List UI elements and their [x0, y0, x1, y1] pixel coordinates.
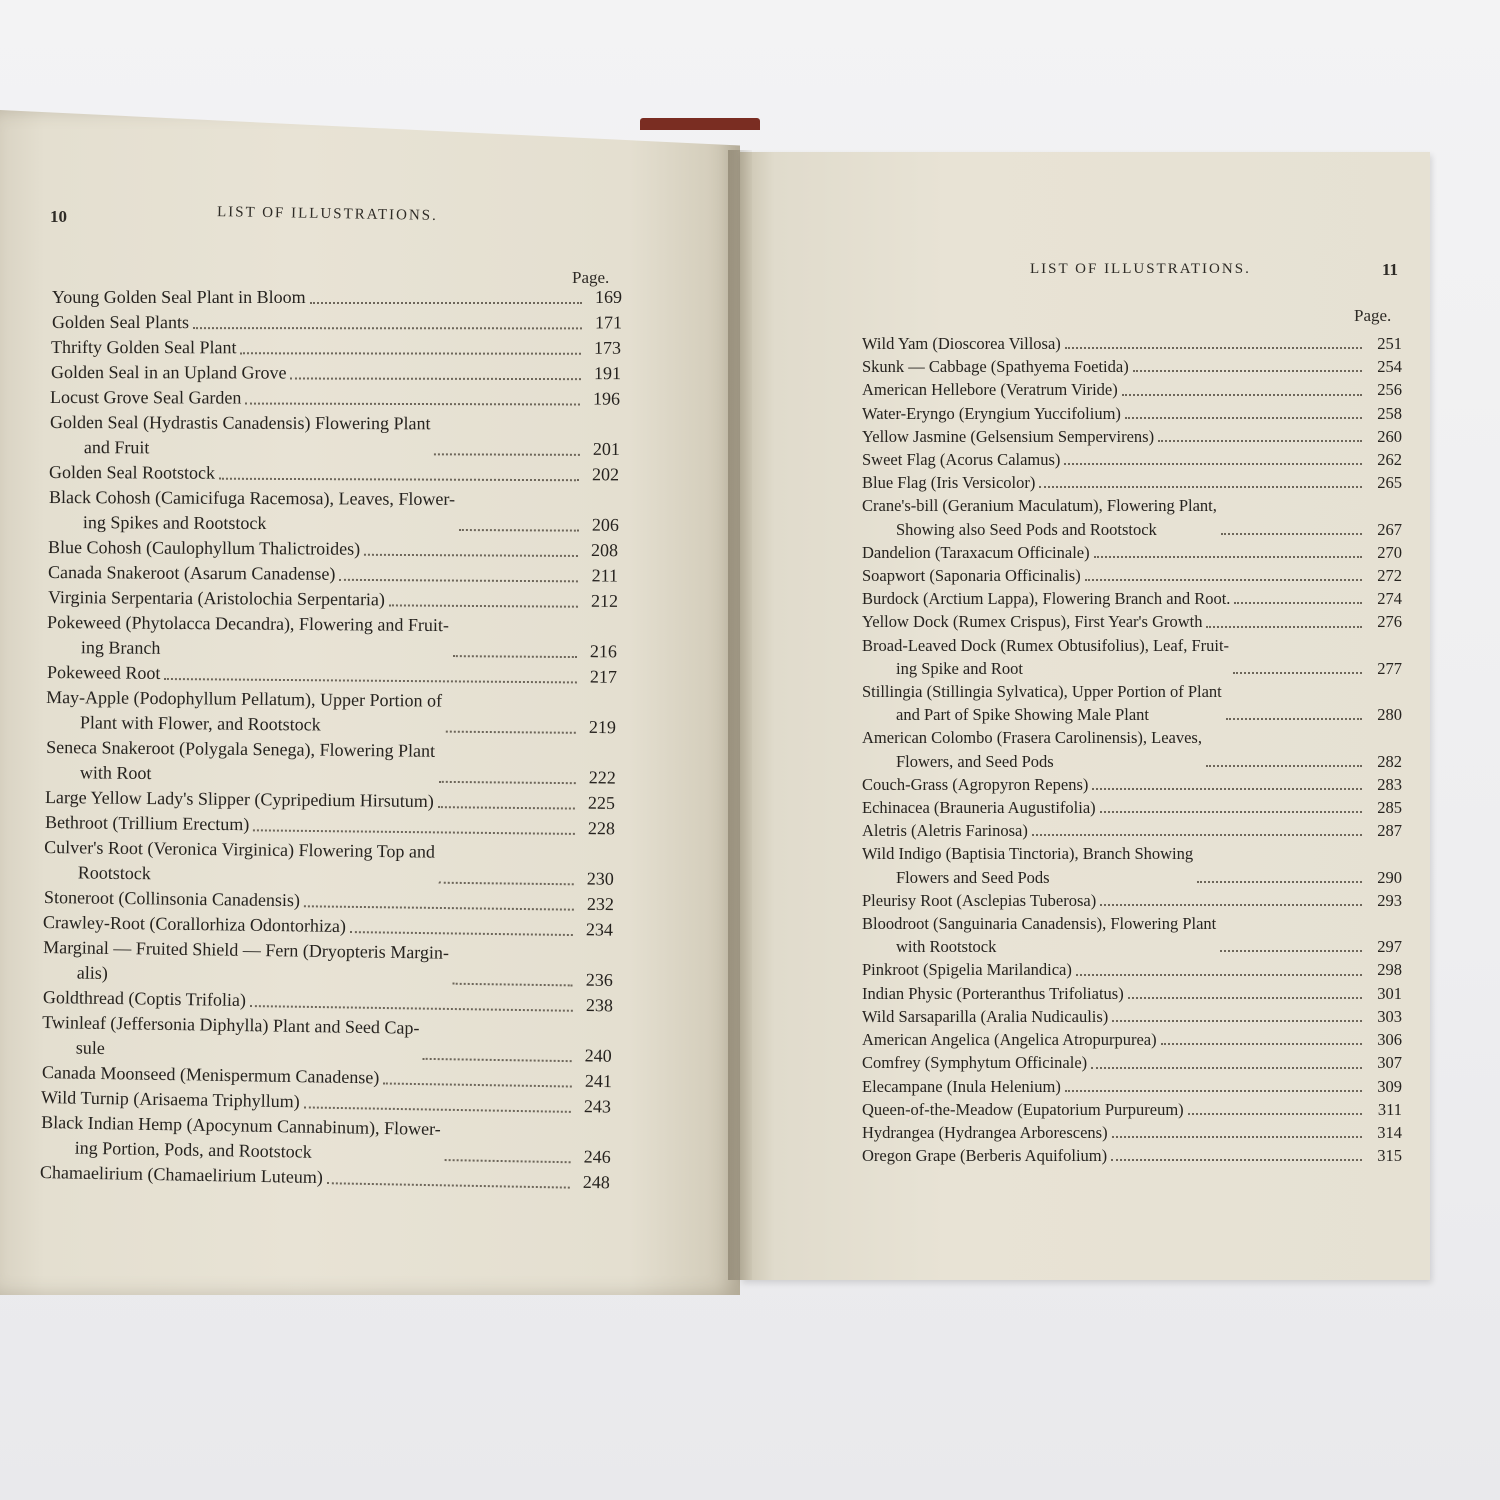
entry-title [48, 585, 385, 612]
dot-leader [290, 377, 581, 381]
entry-title-line: Locust Grove Seal Garden [49, 387, 242, 408]
list-item [44, 835, 615, 892]
dot-leader [439, 881, 574, 886]
entry-title [49, 460, 215, 486]
list-item [862, 958, 1402, 981]
right-page-label: Page. [1354, 306, 1392, 325]
entry-title-line: Blue Flag (Iris Versicolor) [862, 473, 1036, 493]
entry-title-line: Queen-of-the-Meadow (Eupatorium Purpureum) [862, 1099, 1184, 1119]
list-item [52, 310, 622, 335]
entry-page-number: 169 [595, 287, 622, 307]
entry-title-line: American Hellebore (Veratrum Viride) [862, 380, 1118, 400]
dot-leader [1133, 369, 1362, 372]
book-gutter [728, 150, 752, 1280]
entry-title [51, 335, 237, 360]
entry-title-continuation: Plant with Flower, and Rootstock [79, 712, 321, 735]
entry-page-number: 212 [590, 590, 619, 611]
list-item [862, 1144, 1402, 1167]
entry-page-number: 274 [1377, 589, 1402, 609]
entry-title-line: Canada Snakeroot (Asarum Canadense) [47, 562, 336, 584]
dot-leader [1221, 532, 1362, 535]
list-item [862, 1005, 1402, 1028]
entry-page-number: 306 [1377, 1030, 1402, 1050]
left-page-number: 10 [50, 207, 67, 226]
dot-leader [350, 930, 573, 936]
dot-leader [304, 1105, 571, 1112]
list-item [862, 494, 1402, 540]
list-item [49, 460, 619, 487]
entry-title [862, 1121, 1108, 1144]
entry-title [44, 835, 435, 890]
entry-title [862, 610, 1202, 633]
right-page-header: LIST OF ILLUSTRATIONS. [1030, 261, 1251, 277]
entry-page-number: 171 [594, 312, 623, 333]
entry-title-line: Pleurisy Root (Asclepias Tuberosa) [862, 890, 1097, 910]
dot-leader [1100, 903, 1362, 906]
list-item [862, 355, 1402, 378]
entry-title [51, 360, 287, 385]
list-item [862, 1028, 1402, 1051]
entry-page-number: 309 [1377, 1076, 1402, 1096]
entry-title [862, 471, 1035, 494]
entry-page-number: 276 [1377, 612, 1402, 632]
entry-title-continuation: and Part of Spike Showing Male Plant [896, 705, 1149, 725]
dot-leader [1226, 717, 1362, 720]
dot-leader [1161, 1042, 1362, 1045]
entry-title-continuation: Flowers and Seed Pods [896, 867, 1050, 887]
list-item [48, 585, 618, 614]
list-item [862, 425, 1402, 448]
entry-page-number: 236 [585, 969, 613, 990]
dot-leader [364, 553, 578, 557]
entry-title-line: Oregon Grape (Berberis Aquifolium) [862, 1146, 1108, 1166]
entry-title-line: American Colombo (Frasera Carolinensis), Leaves, [862, 728, 1202, 748]
list-item [862, 726, 1402, 772]
entry-title [862, 842, 1193, 888]
entry-page-number: 254 [1377, 357, 1402, 377]
entry-title-line: May-Apple (Podophyllum Pellatum), Upper Portion of [46, 687, 443, 711]
entry-title-line: Twinleaf (Jeffersonia Diphylla) Plant and Seed Cap- [42, 1012, 420, 1038]
list-item [862, 1121, 1402, 1144]
entry-title [862, 889, 1096, 912]
entry-title [48, 560, 336, 587]
entry-title [862, 564, 1081, 587]
dot-leader [434, 452, 580, 456]
entry-title [47, 610, 449, 663]
entry-title [42, 1010, 420, 1066]
entry-page-number: 206 [591, 514, 619, 535]
entry-title [862, 1098, 1184, 1121]
list-item [862, 819, 1402, 842]
dot-leader [1206, 625, 1362, 628]
entry-title [46, 735, 435, 789]
entry-title-line: American Angelica (Angelica Atropurpurea) [862, 1030, 1157, 1050]
entry-page-number: 238 [585, 994, 614, 1016]
entry-title-line: Water-Eryngo (Eryngium Yuccifolium) [862, 403, 1121, 423]
entry-page-number: 228 [587, 818, 616, 839]
dot-leader [1125, 416, 1362, 419]
entry-page-number: 234 [585, 919, 614, 940]
entry-title [862, 819, 1028, 842]
dot-leader [1128, 996, 1362, 999]
dot-leader [1039, 485, 1362, 488]
entry-title [862, 1075, 1061, 1098]
dot-leader [453, 654, 577, 658]
entry-title-line: Pokeweed Root [46, 662, 161, 683]
entry-title-continuation: with Rootstock [896, 937, 997, 957]
dot-leader [339, 578, 578, 582]
entry-title-line: Wild Yam (Dioscorea Villosa) [862, 334, 1061, 353]
list-item [42, 1010, 613, 1069]
entry-title [862, 680, 1222, 726]
entry-title-line: Golden Seal Plants [51, 312, 190, 333]
dot-leader [219, 477, 579, 482]
right-illustration-list [862, 332, 1402, 1167]
entry-page-number: 251 [1377, 334, 1402, 353]
list-item [862, 1051, 1402, 1074]
entry-title-line: Couch-Grass (Agropyron Repens) [862, 774, 1089, 794]
entry-title-line: Elecampane (Inula Helenium) [862, 1076, 1061, 1096]
list-item [47, 610, 617, 664]
entry-page-number: 230 [586, 868, 614, 889]
dot-leader [452, 982, 572, 987]
entry-page-number: 225 [587, 792, 616, 813]
entry-title-line: Goldthread (Coptis Trifolia) [42, 987, 247, 1010]
dot-leader [304, 904, 574, 910]
list-item [862, 982, 1402, 1005]
dot-leader [327, 1181, 570, 1188]
list-item [43, 935, 614, 993]
list-item [862, 610, 1402, 633]
entry-title-line: Thrifty Golden Seal Plant [50, 337, 237, 358]
left-illustration-list [39, 285, 623, 1193]
entry-title [862, 1005, 1108, 1028]
dot-leader [1122, 393, 1362, 396]
dot-leader [423, 1057, 572, 1062]
entry-title-continuation: Showing also Seed Pods and Rootstock [896, 519, 1157, 539]
dot-leader [383, 1081, 572, 1087]
dot-leader [1220, 949, 1362, 952]
entry-page-number: 283 [1377, 774, 1402, 794]
dot-leader [1234, 601, 1362, 604]
entry-title [862, 796, 1096, 819]
entry-title [862, 355, 1129, 378]
entry-page-number: 256 [1377, 380, 1402, 400]
entry-page-number: 314 [1377, 1122, 1402, 1142]
entry-title-line: Bethroot (Trillium Erectum) [44, 812, 250, 835]
list-item [50, 385, 620, 412]
entry-title [862, 958, 1072, 981]
entry-page-number: 293 [1377, 890, 1402, 910]
entry-title-line: Pokeweed (Phytolacca Decandra), Flowering and Fruit- [47, 612, 450, 636]
entry-title-line: Echinacea (Brauneria Augustifolia) [862, 798, 1096, 818]
list-item [46, 735, 616, 791]
list-item [862, 1075, 1402, 1098]
entry-title-line: Hydrangea (Hydrangea Arborescens) [862, 1122, 1108, 1142]
dot-leader [1158, 439, 1362, 442]
list-item [49, 485, 619, 538]
entry-title-line: Soapwort (Saponaria Officinalis) [862, 566, 1081, 586]
dot-leader [1206, 764, 1362, 767]
entry-page-number: 191 [593, 363, 622, 384]
entry-title [48, 535, 360, 562]
entry-page-number: 265 [1377, 473, 1402, 493]
entry-page-number: 307 [1377, 1053, 1402, 1073]
entry-title-line: Crawley-Root (Corallorhiza Odontorhiza) [42, 912, 347, 937]
entry-title [862, 402, 1121, 425]
entry-title [862, 425, 1154, 448]
entry-page-number: 196 [592, 388, 621, 409]
entry-page-number: 240 [584, 1045, 612, 1066]
entry-page-number: 303 [1377, 1006, 1402, 1026]
entry-title-line: Crane's-bill (Geranium Maculatum), Flowering Plant, [862, 496, 1217, 516]
entry-title-continuation: ing Portion, Pods, and Rootstock [74, 1137, 312, 1162]
entry-page-number: 301 [1377, 983, 1402, 1003]
list-item [862, 680, 1402, 726]
dot-leader [444, 1158, 570, 1163]
dot-leader [1188, 1112, 1362, 1115]
entry-title [50, 410, 431, 461]
entry-title [862, 726, 1202, 772]
entry-title-continuation: and Fruit [83, 437, 150, 458]
entry-title [45, 810, 250, 837]
entry-title [43, 935, 449, 991]
entry-title-line: Wild Turnip (Arisaema Triphyllum) [40, 1087, 300, 1112]
dot-leader [1112, 1135, 1362, 1138]
entry-title-line: Yellow Jasmine (Gelsensium Sempervirens) [862, 426, 1155, 446]
entry-page-number: 298 [1377, 960, 1402, 980]
entry-title [862, 587, 1230, 610]
dot-leader [253, 828, 575, 835]
dot-leader [389, 603, 578, 607]
right-page-number: 11 [1382, 260, 1399, 279]
entry-title-line: Dandelion (Taraxacum Officinale) [862, 542, 1090, 562]
list-item [862, 332, 1402, 355]
list-item [862, 842, 1402, 888]
entry-title-line: Stillingia (Stillingia Sylvatica), Upper Portion of Plant [862, 682, 1222, 702]
entry-title-continuation: sule [75, 1037, 105, 1058]
list-item [862, 378, 1402, 401]
entry-page-number: 315 [1377, 1146, 1402, 1166]
entry-title [862, 332, 1061, 355]
dot-leader [1092, 787, 1362, 790]
entry-title-line: Seneca Snakeroot (Polygala Senega), Flowering Plant [46, 737, 436, 761]
entry-title-line: Golden Seal in an Upland Grove [50, 362, 287, 383]
entry-title [52, 310, 189, 335]
book-cover-spine [640, 118, 760, 130]
entry-title-line: Stoneroot (Collinsonia Canadensis) [43, 887, 301, 911]
entry-page-number: 282 [1377, 751, 1402, 771]
entry-page-number: 219 [588, 716, 616, 738]
entry-title-line: Black Cohosh (Camicifuga Racemosa), Leaves, Flower- [49, 487, 456, 509]
entry-page-number: 260 [1377, 426, 1402, 446]
entry-title-line: Bloodroot (Sanguinaria Canadensis), Flowering Plant [862, 914, 1217, 934]
entry-title [52, 285, 306, 310]
list-item [862, 796, 1402, 819]
list-item [52, 285, 622, 310]
entry-title-line: Black Indian Hemp (Apocynum Cannabinum), Flower- [41, 1112, 441, 1139]
list-item [862, 471, 1402, 494]
entry-title [47, 660, 161, 686]
entry-page-number: 258 [1377, 403, 1402, 423]
entry-page-number: 173 [593, 337, 622, 358]
dot-leader [1233, 671, 1362, 674]
entry-title [46, 685, 442, 739]
list-item [862, 634, 1402, 680]
dot-leader [1111, 1158, 1362, 1161]
dot-leader [438, 805, 575, 809]
dot-leader [459, 528, 579, 532]
entry-page-number: 211 [591, 565, 619, 586]
entry-title [862, 1051, 1087, 1074]
list-item [862, 912, 1402, 958]
dot-leader [1065, 346, 1362, 349]
dot-leader [1085, 578, 1362, 581]
entry-title-line: Chamaelirium (Chamaelirium Luteum) [39, 1162, 324, 1188]
entry-page-number: 217 [589, 666, 618, 687]
dot-leader [240, 351, 581, 354]
entry-title-line: Golden Seal Rootstock [48, 462, 216, 483]
entry-page-number: 311 [1377, 1099, 1402, 1119]
entry-page-number: 262 [1377, 450, 1402, 470]
entry-title-continuation: Flowers, and Seed Pods [896, 751, 1054, 771]
entry-page-number: 272 [1377, 566, 1402, 586]
list-item [862, 587, 1402, 610]
entry-page-number: 243 [583, 1096, 612, 1117]
entry-title [862, 378, 1118, 401]
dot-leader [164, 677, 577, 683]
entry-page-number: 297 [1377, 937, 1402, 957]
entry-title-line: Burdock (Arctium Lappa), Flowering Branch and Root. [862, 589, 1231, 609]
entry-title-continuation: ing Spike and Root [896, 658, 1023, 678]
entry-title [862, 912, 1216, 958]
entry-title-line: Marginal — Fruited Shield — Fern (Dryopteris Margin- [43, 937, 450, 963]
dot-leader [250, 1004, 573, 1012]
entry-page-number: 201 [592, 438, 620, 459]
entry-page-number: 216 [589, 641, 617, 662]
entry-title [41, 1110, 441, 1167]
entry-title-continuation: alis) [76, 962, 108, 983]
dot-leader [1064, 462, 1362, 465]
entry-page-number: 222 [588, 767, 616, 788]
entry-title [862, 773, 1088, 796]
entry-page-number: 267 [1377, 519, 1402, 539]
list-item [51, 360, 621, 386]
list-item [50, 410, 620, 462]
entry-page-number: 246 [583, 1146, 611, 1167]
entry-title [862, 634, 1229, 680]
entry-page-number: 248 [582, 1171, 611, 1193]
entry-title-line: Wild Indigo (Baptisia Tinctoria), Branch Showing [862, 844, 1194, 864]
entry-page-number: 270 [1377, 542, 1402, 562]
entry-title-line: Young Golden Seal Plant in Bloom [52, 287, 306, 307]
dot-leader [1100, 810, 1362, 813]
dot-leader [1065, 1089, 1362, 1092]
list-item [862, 1098, 1402, 1121]
dot-leader [1032, 833, 1362, 836]
entry-title [44, 885, 300, 913]
entry-title-line: Comfrey (Symphytum Officinale) [862, 1053, 1088, 1073]
entry-title-line: Wild Sarsaparilla (Aralia Nudicaulis) [862, 1006, 1109, 1026]
entry-title [862, 541, 1090, 564]
entry-title [40, 1160, 323, 1190]
list-item [862, 402, 1402, 425]
dot-leader [439, 780, 576, 784]
entry-title [862, 494, 1217, 540]
left-page-header: LIST OF ILLUSTRATIONS. [216, 204, 438, 224]
left-page-label: Page. [572, 268, 610, 287]
entry-page-number: 280 [1377, 705, 1402, 725]
entry-page-number: 241 [584, 1070, 613, 1092]
entry-title [49, 485, 455, 537]
entry-title-continuation: with Root [79, 762, 152, 784]
list-item [51, 335, 621, 361]
dot-leader [310, 301, 582, 304]
list-item [46, 685, 616, 740]
entry-title-line: Broad-Leaved Dock (Rumex Obtusifolius), Leaf, Fruit- [862, 635, 1230, 655]
entry-page-number: 290 [1377, 867, 1402, 887]
dot-leader [1112, 1019, 1362, 1022]
entry-title-line: Canada Moonseed (Menispermum Canadense) [41, 1062, 380, 1088]
entry-title-line: Aletris (Aletris Farinosa) [862, 821, 1028, 841]
entry-title [43, 985, 246, 1013]
list-item [862, 773, 1402, 796]
entry-title-line: Virginia Serpentaria (Aristolochia Serpentaria) [47, 587, 386, 610]
entry-title-line: Blue Cohosh (Caulophyllum Thalictroides) [47, 537, 361, 559]
entry-page-number: 202 [591, 464, 620, 485]
entry-title [862, 1028, 1157, 1051]
list-item [862, 448, 1402, 471]
dot-leader [1094, 555, 1362, 558]
entry-page-number: 277 [1377, 658, 1402, 678]
entry-title-line: Culver's Root (Veronica Virginica) Flowering Top and [44, 837, 436, 862]
entry-title-line: Sweet Flag (Acorus Calamus) [862, 450, 1061, 470]
entry-title [862, 1144, 1107, 1167]
entry-page-number: 232 [586, 893, 615, 915]
entry-title-continuation: ing Spikes and Rootstock [82, 512, 267, 534]
entry-page-number: 208 [590, 540, 619, 561]
entry-page-number: 287 [1377, 821, 1402, 841]
entry-title-line: Large Yellow Lady's Slipper (Cypripedium Hirsutum) [44, 787, 434, 812]
dot-leader [245, 402, 580, 406]
entry-title-continuation: Rootstock [77, 862, 151, 884]
dot-leader [1197, 880, 1362, 883]
entry-title [862, 448, 1060, 471]
list-item [862, 564, 1402, 587]
entry-title-line: Yellow Dock (Rumex Crispus), First Year's Growth [862, 612, 1203, 632]
entry-title [50, 385, 242, 411]
list-item [862, 541, 1402, 564]
entry-page-number: 285 [1377, 798, 1402, 818]
entry-title-line: Pinkroot (Spigelia Marilandica) [862, 960, 1072, 980]
entry-title-continuation: ing Branch [80, 637, 161, 658]
dot-leader [193, 326, 582, 329]
entry-title [862, 982, 1124, 1005]
list-item [862, 889, 1402, 912]
dot-leader [1091, 1066, 1362, 1069]
entry-title-line: Indian Physic (Porteranthus Trifoliatus) [862, 983, 1124, 1003]
entry-title-line: Skunk — Cabbage (Spathyema Foetida) [862, 357, 1129, 377]
list-item [48, 560, 618, 589]
entry-title-line: Golden Seal (Hydrastis Canadensis) Flowering Plant [50, 412, 431, 434]
dot-leader [446, 730, 576, 734]
dot-leader [1076, 973, 1362, 976]
list-item [48, 535, 618, 563]
